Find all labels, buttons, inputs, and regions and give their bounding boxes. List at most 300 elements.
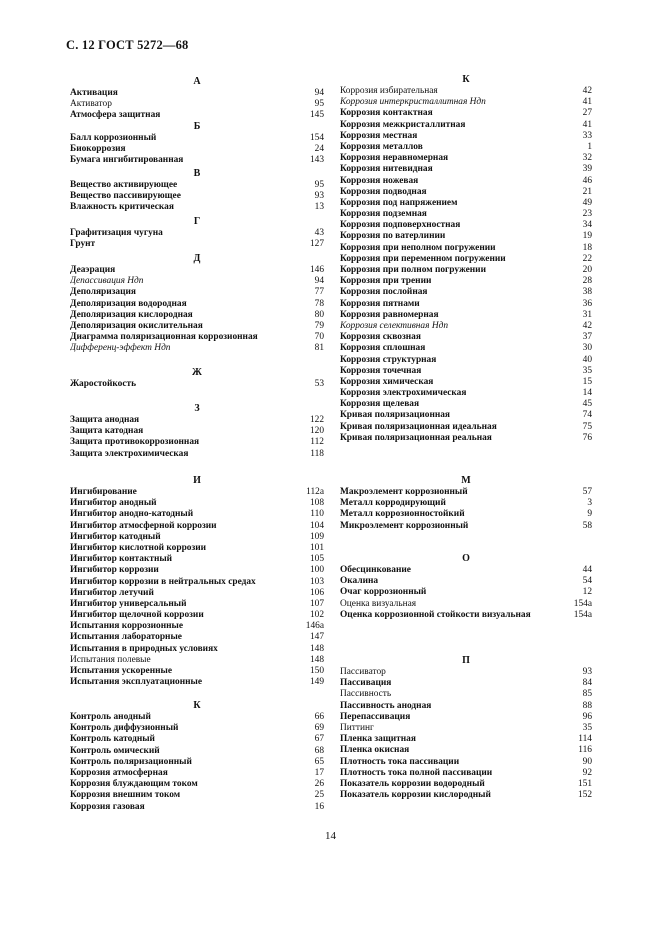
- index-section: [70, 76, 324, 122]
- page-number: 14: [325, 830, 336, 842]
- index-entry: [70, 228, 324, 239]
- index-entry: [70, 343, 324, 354]
- entry-page: 38: [582, 287, 592, 298]
- index-entry: [70, 332, 324, 343]
- entry-page: 69: [314, 723, 324, 734]
- entry-term: Пассивность анодная: [340, 700, 432, 711]
- index-entry: [340, 153, 592, 164]
- entry-page: 77: [314, 287, 324, 298]
- entry-term: Ингибитор универсальный: [70, 598, 187, 609]
- entry-term: Коррозия пятнами: [340, 298, 420, 309]
- index-entry: [70, 644, 324, 655]
- index-entry: [340, 576, 592, 587]
- index-entry: [340, 198, 592, 209]
- entry-term: Деполяризация кислородная: [70, 309, 193, 320]
- entry-page: 74: [582, 410, 592, 421]
- section-letter: З: [194, 403, 200, 414]
- entry-page: 66: [314, 712, 324, 722]
- index-entry: [70, 437, 324, 448]
- entry-page: 112: [310, 437, 324, 448]
- index-entry: [340, 521, 592, 532]
- entry-page: 3: [587, 498, 592, 509]
- entry-term: Коррозия при неполном погружении: [340, 242, 496, 253]
- entry-term: Коррозия нитевидная: [340, 164, 433, 175]
- entry-term: Коррозия при переменном погружении: [340, 253, 506, 264]
- entry-term: Деполяризация водородная: [70, 298, 187, 309]
- entry-page: 81: [314, 343, 324, 354]
- entry-page: 146: [309, 265, 324, 275]
- entry-page: 95: [314, 99, 324, 110]
- index-section: [340, 475, 592, 532]
- entry-term: Коррозия структурная: [340, 354, 437, 365]
- index-entry: [340, 678, 592, 689]
- entry-term: Показатель коррозии водородный: [340, 778, 485, 789]
- entry-page: 19: [582, 231, 592, 242]
- entry-term: Ингибирование: [70, 487, 137, 497]
- index-entry: [70, 779, 324, 790]
- index-entry: [70, 299, 324, 310]
- entry-page: 150: [309, 666, 324, 676]
- index-entry: [70, 155, 324, 166]
- entry-page: 20: [582, 265, 592, 275]
- entry-page: 105: [309, 554, 324, 565]
- entry-term: Коррозия местная: [340, 130, 418, 141]
- entry-term: Депассивация Ндп: [70, 276, 144, 287]
- entry-page: 37: [582, 332, 592, 343]
- entry-term: Активация: [70, 88, 118, 98]
- entry-page: 31: [582, 309, 592, 320]
- entry-page: 35: [582, 722, 592, 733]
- index-entry: [340, 734, 592, 745]
- index-entry: [70, 88, 324, 99]
- index-section: [340, 74, 592, 444]
- index-entry: [70, 180, 324, 191]
- entry-term: Пассивация: [340, 678, 392, 689]
- entry-page: 149: [309, 677, 324, 688]
- entry-page: 75: [582, 421, 592, 432]
- index-entry: [340, 610, 592, 621]
- index-entry: [340, 231, 592, 242]
- index-entry: [70, 712, 324, 723]
- index-entry: [70, 265, 324, 276]
- entry-term: Металл корродирующий: [340, 498, 446, 509]
- entry-term: Коррозия по ватерлинии: [340, 231, 446, 242]
- section-letter: Д: [193, 253, 201, 264]
- index-entry: [70, 666, 324, 677]
- entry-page: 24: [314, 144, 324, 155]
- entry-page: 148: [309, 643, 324, 654]
- index-entry: [70, 588, 324, 599]
- entry-term: Вещество активирующее: [70, 180, 178, 190]
- section-letter: К: [193, 700, 201, 711]
- entry-page: 110: [310, 509, 324, 520]
- entry-term: Коррозия сквозная: [340, 332, 421, 343]
- entry-term: Пассиватор: [340, 667, 386, 677]
- entry-term: Плотность тока полной пассивации: [340, 767, 493, 778]
- section-letter: К: [462, 74, 470, 85]
- index-entry: [340, 254, 592, 265]
- index-entry: [340, 410, 592, 421]
- entry-page: 104: [309, 520, 324, 531]
- index-entry: [340, 164, 592, 175]
- entry-page: 9: [587, 509, 592, 520]
- index-entry: [70, 144, 324, 155]
- entry-page: 76: [582, 432, 592, 443]
- entry-page: 32: [582, 153, 592, 164]
- entry-page: 92: [582, 767, 592, 778]
- entry-term: Коррозия селективная Ндп: [340, 320, 449, 331]
- index-entry: [70, 133, 324, 144]
- entry-page: 45: [582, 399, 592, 410]
- index-section: [70, 475, 324, 688]
- entry-term: Коррозия электрохимическая: [340, 388, 467, 399]
- index-entry: [70, 655, 324, 666]
- section-letter: М: [461, 475, 471, 486]
- index-entry: [70, 632, 324, 643]
- entry-term: Ингибитор анодный: [70, 498, 157, 509]
- index-entry: [340, 587, 592, 598]
- entry-page: 96: [582, 711, 592, 722]
- index-entry: [340, 355, 592, 366]
- entry-page: 43: [314, 228, 324, 238]
- index-entry: [70, 321, 324, 332]
- index-entry: [70, 287, 324, 298]
- index-entry: [70, 723, 324, 734]
- index-entry: [70, 310, 324, 321]
- entry-term: Кривая поляризационная: [340, 410, 451, 421]
- entry-page: 68: [314, 745, 324, 756]
- entry-term: Коррозия ножевая: [340, 175, 419, 186]
- index-entry: [70, 487, 324, 498]
- entry-page: 13: [314, 202, 324, 213]
- index-entry: [340, 209, 592, 220]
- entry-term: Коррозия при полном погружении: [340, 265, 486, 275]
- index-section: [70, 168, 324, 214]
- index-entry: [340, 757, 592, 768]
- index-entry: [70, 577, 324, 588]
- entry-term: Балл коррозионный: [70, 133, 157, 143]
- index-entry: [340, 310, 592, 321]
- entry-term: Пленка защитная: [340, 734, 416, 745]
- entry-page: 106: [309, 587, 324, 598]
- index-entry: [340, 176, 592, 187]
- entry-page: 41: [582, 97, 592, 108]
- index-entry: [340, 321, 592, 332]
- section-letter: Ж: [192, 367, 202, 378]
- index-entry: [340, 131, 592, 142]
- index-entry: [70, 191, 324, 202]
- entry-page: 49: [582, 197, 592, 208]
- entry-term: Коррозия атмосферная: [70, 767, 168, 778]
- index-section: [70, 253, 324, 355]
- index-section: [70, 367, 324, 390]
- entry-term: Коррозия послойная: [340, 287, 428, 298]
- index-entry: [340, 299, 592, 310]
- entry-term: Перепассивация: [340, 711, 411, 722]
- entry-page: 148: [309, 654, 324, 665]
- entry-page: 22: [582, 253, 592, 264]
- index-entry: [340, 745, 592, 756]
- entry-page: 1: [587, 141, 592, 152]
- section-letter: А: [193, 76, 201, 87]
- entry-term: Кривая поляризационная реальная: [340, 432, 492, 443]
- entry-term: Защита противокоррозионная: [70, 437, 200, 448]
- entry-term: Коррозия под напряжением: [340, 197, 458, 208]
- index-section: [340, 655, 592, 801]
- index-entry: [340, 768, 592, 779]
- entry-term: Коррозия межкристаллитная: [340, 119, 466, 130]
- entry-page: 145: [309, 110, 324, 121]
- index-entry: [340, 243, 592, 254]
- entry-term: Плотность тока пассивации: [340, 756, 460, 767]
- entry-term: Деполяризация окислительная: [70, 320, 203, 331]
- index-entry: [70, 757, 324, 768]
- entry-term: Защита анодная: [70, 415, 140, 425]
- entry-term: Кривая поляризационная идеальная: [340, 421, 497, 432]
- index-section: [70, 121, 324, 167]
- entry-term: Ингибитор щелочной коррозии: [70, 610, 204, 621]
- index-entry: [340, 689, 592, 700]
- entry-term: Контроль диффузионный: [70, 723, 179, 734]
- entry-page: 41: [582, 119, 592, 130]
- entry-page: 42: [582, 320, 592, 331]
- entry-page: 57: [582, 487, 592, 497]
- entry-page: 30: [582, 343, 592, 354]
- entry-term: Вещество пассивирующее: [70, 191, 181, 202]
- right-index-column: [340, 0, 592, 830]
- entry-term: Коррозия равномерная: [340, 309, 439, 320]
- entry-term: Коррозия внешним током: [70, 790, 181, 801]
- index-entry: [340, 332, 592, 343]
- index-entry: [70, 239, 324, 250]
- entry-page: 46: [582, 175, 592, 186]
- section-letter: П: [462, 655, 470, 666]
- entry-term: Ингибитор анодно-катодный: [70, 509, 194, 520]
- entry-page: 154а: [573, 609, 592, 620]
- entry-page: 44: [582, 565, 592, 575]
- index-entry: [70, 565, 324, 576]
- index-section: [70, 216, 324, 250]
- index-entry: [340, 287, 592, 298]
- entry-page: 95: [314, 180, 324, 190]
- index-entry: [70, 110, 324, 121]
- index-section: [70, 403, 324, 460]
- index-entry: [70, 802, 324, 813]
- entry-term: Коррозия металлов: [340, 141, 423, 152]
- entry-page: 58: [582, 520, 592, 531]
- entry-page: 120: [309, 426, 324, 437]
- entry-page: 107: [309, 598, 324, 609]
- entry-term: Коррозия интеркристаллитная Ндп: [340, 97, 486, 108]
- section-letter: О: [462, 553, 470, 564]
- index-entry: [70, 521, 324, 532]
- entry-term: Контроль омический: [70, 745, 160, 756]
- entry-page: 17: [314, 767, 324, 778]
- index-entry: [70, 426, 324, 437]
- entry-page: 94: [314, 276, 324, 287]
- entry-page: 36: [582, 298, 592, 309]
- index-entry: [70, 449, 324, 460]
- entry-page: 40: [582, 354, 592, 365]
- entry-term: Микроэлемент коррозионный: [340, 520, 469, 531]
- entry-term: Показатель коррозии кислородный: [340, 790, 491, 801]
- entry-term: Коррозия химическая: [340, 376, 434, 387]
- entry-term: Питтинг: [340, 722, 374, 733]
- entry-term: Ингибитор контактный: [70, 554, 173, 565]
- entry-term: Деаэрация: [70, 265, 116, 275]
- entry-term: Биокоррозия: [70, 144, 126, 155]
- entry-term: Грунт: [70, 239, 96, 250]
- left-index-column: [70, 0, 324, 830]
- section-letter: Б: [193, 121, 201, 132]
- entry-term: Влажность критическая: [70, 202, 174, 213]
- index-entry: [70, 99, 324, 110]
- index-entry: [70, 509, 324, 520]
- entry-term: Коррозия при трении: [340, 276, 432, 287]
- index-entry: [340, 599, 592, 610]
- entry-term: Испытания ускоренные: [70, 666, 172, 676]
- index-entry: [70, 532, 324, 543]
- index-entry: [340, 120, 592, 131]
- entry-page: 88: [582, 700, 592, 711]
- entry-page: 53: [314, 379, 324, 389]
- index-entry: [70, 734, 324, 745]
- index-entry: [340, 498, 592, 509]
- entry-term: Коррозия контактная: [340, 108, 433, 119]
- entry-page: 39: [582, 164, 592, 175]
- entry-page: 154: [309, 133, 324, 143]
- section-letter: Г: [193, 216, 201, 227]
- entry-page: 85: [582, 689, 592, 700]
- index-entry: [70, 610, 324, 621]
- entry-page: 78: [314, 298, 324, 309]
- entry-page: 122: [309, 415, 324, 425]
- entry-term: Графитизация чугуна: [70, 228, 163, 238]
- entry-term: Коррозия подводная: [340, 186, 427, 197]
- entry-term: Коррозия точечная: [340, 365, 422, 376]
- index-entry: [340, 220, 592, 231]
- entry-term: Бумага ингибитированная: [70, 155, 184, 166]
- entry-page: 35: [582, 365, 592, 376]
- index-entry: [70, 554, 324, 565]
- entry-term: Испытания эксплуатационные: [70, 677, 203, 688]
- entry-page: 118: [310, 448, 324, 459]
- entry-page: 67: [314, 734, 324, 745]
- entry-page: 23: [582, 209, 592, 220]
- entry-term: Пленка окисная: [340, 745, 410, 756]
- entry-term: Активатор: [70, 99, 112, 110]
- entry-term: Ингибитор кислотной коррозии: [70, 542, 207, 553]
- entry-term: Коррозия подземная: [340, 209, 427, 220]
- index-entry: [70, 790, 324, 801]
- entry-page: 102: [309, 610, 324, 621]
- index-entry: [340, 97, 592, 108]
- entry-term: Защита катодная: [70, 426, 144, 437]
- entry-term: Контроль катодный: [70, 734, 155, 745]
- entry-page: 27: [582, 108, 592, 119]
- entry-term: Коррозия щелевая: [340, 399, 420, 410]
- entry-term: Макроэлемент коррозионный: [340, 487, 468, 497]
- index-entry: [340, 276, 592, 287]
- entry-page: 26: [314, 779, 324, 790]
- index-entry: [70, 746, 324, 757]
- index-entry: [340, 565, 592, 576]
- index-entry: [70, 379, 324, 390]
- index-entry: [340, 712, 592, 723]
- entry-term: Очаг коррозионный: [340, 587, 427, 598]
- index-entry: [70, 415, 324, 426]
- index-entry: [70, 621, 324, 632]
- index-entry: [340, 399, 592, 410]
- index-section: [70, 700, 324, 813]
- entry-term: Обесцинкование: [340, 565, 411, 575]
- entry-term: Деполяризация: [70, 287, 136, 298]
- entry-page: 34: [582, 220, 592, 231]
- entry-term: Испытания полевые: [70, 654, 151, 665]
- entry-term: Жаростойкость: [70, 379, 137, 389]
- entry-term: Испытания в природных условиях: [70, 643, 218, 654]
- index-entry: [340, 701, 592, 712]
- entry-term: Диаграмма поляризационная коррозионная: [70, 332, 258, 343]
- entry-page: 143: [309, 155, 324, 166]
- index-entry: [340, 790, 592, 801]
- entry-page: 70: [314, 332, 324, 343]
- entry-page: 100: [309, 565, 324, 576]
- entry-page: 14: [582, 388, 592, 399]
- index-entry: [70, 202, 324, 213]
- entry-page: 79: [314, 320, 324, 331]
- entry-term: Коррозия подповерхностная: [340, 220, 461, 231]
- entry-term: Ингибитор коррозии: [70, 565, 159, 576]
- entry-term: Ингибитор летучий: [70, 587, 154, 598]
- entry-page: 147: [309, 632, 324, 643]
- entry-term: Дифференц-эффект Ндп: [70, 343, 171, 354]
- entry-term: Коррозия газовая: [70, 801, 145, 812]
- entry-term: Контроль поляризационный: [70, 756, 192, 767]
- index-entry: [70, 599, 324, 610]
- entry-page: 152: [577, 790, 592, 801]
- index-entry: [340, 723, 592, 734]
- entry-page: 18: [582, 242, 592, 253]
- entry-page: 103: [309, 576, 324, 587]
- entry-page: 93: [314, 191, 324, 202]
- entry-page: 65: [314, 756, 324, 767]
- entry-page: 101: [309, 542, 324, 553]
- entry-page: 112а: [306, 487, 324, 497]
- entry-term: Металл коррозионностойкий: [340, 509, 465, 520]
- page-header: С. 12 ГОСТ 5272—68: [66, 38, 189, 52]
- entry-page: 114: [578, 734, 592, 745]
- entry-page: 42: [582, 86, 592, 96]
- entry-term: Испытания лабораторные: [70, 632, 182, 643]
- index-entry: [340, 86, 592, 97]
- index-entry: [340, 487, 592, 498]
- entry-term: Атмосфера защитная: [70, 110, 161, 121]
- entry-term: Ингибитор коррозии в нейтральных средах: [70, 576, 256, 587]
- entry-term: Окалина: [340, 576, 379, 587]
- index-entry: [340, 187, 592, 198]
- index-entry: [70, 677, 324, 688]
- index-entry: [340, 265, 592, 276]
- index-entry: [70, 276, 324, 287]
- index-entry: [70, 498, 324, 509]
- entry-term: Коррозия неравномерная: [340, 153, 449, 164]
- entry-page: 109: [309, 531, 324, 542]
- index-entry: [340, 388, 592, 399]
- index-entry: [340, 509, 592, 520]
- entry-term: Оценка коррозионной стойкости визуальная: [340, 609, 531, 620]
- entry-page: 90: [582, 756, 592, 767]
